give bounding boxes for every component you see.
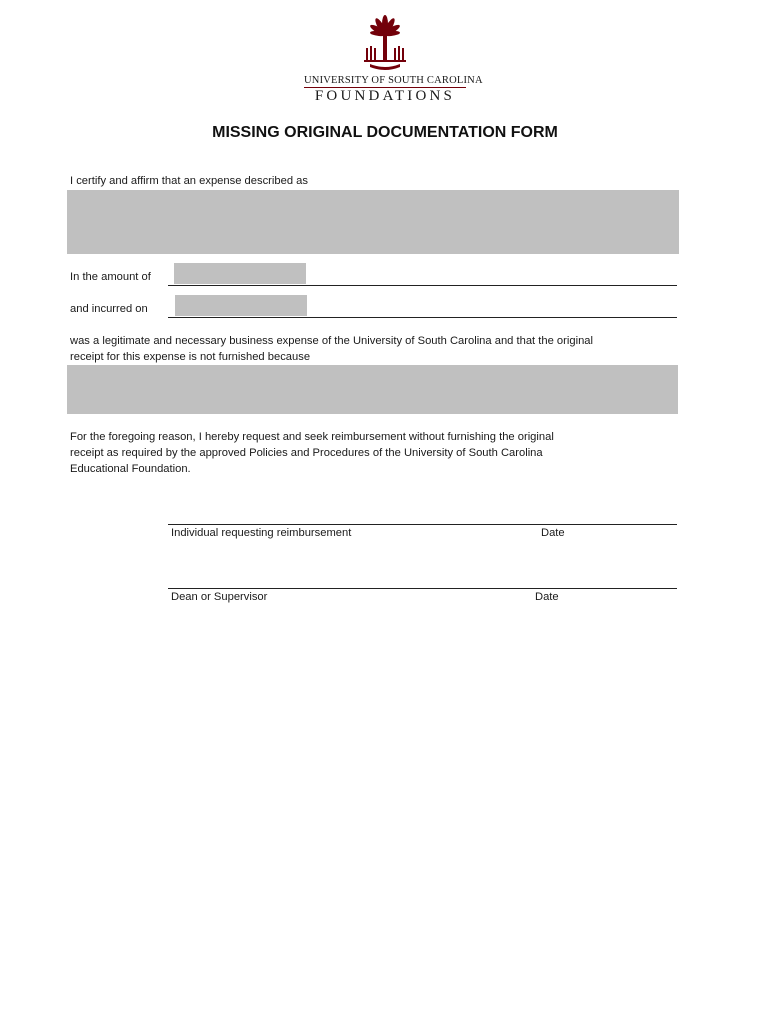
legitimate-text-line1: was a legitimate and necessary business expense of the University of South Carolina and that the original bbox=[70, 335, 594, 347]
foundations-wordmark: FOUNDATIONS bbox=[314, 88, 456, 104]
foregoing-text-line3: Educational Foundation. bbox=[70, 463, 191, 475]
foregoing-text-line1: For the foregoing reason, I hereby request and seek reimbursement without furnishing the original bbox=[70, 431, 554, 443]
amount-underline bbox=[168, 285, 677, 286]
incurred-underline bbox=[168, 317, 677, 318]
form-title: MISSING ORIGINAL DOCUMENTATION FORM bbox=[212, 124, 558, 141]
incurred-date-field[interactable] bbox=[175, 295, 307, 316]
amount-field[interactable] bbox=[174, 263, 306, 284]
reason-field[interactable] bbox=[67, 365, 678, 414]
amount-label: In the amount of bbox=[70, 271, 151, 283]
legitimate-text-line2: receipt for this expense is not furnished because bbox=[70, 351, 311, 363]
expense-description-field[interactable] bbox=[67, 190, 679, 254]
individual-date-label: Date bbox=[541, 527, 565, 539]
dean-signature-label: Dean or Supervisor bbox=[171, 591, 268, 603]
incurred-label: and incurred on bbox=[70, 303, 148, 315]
university-name: UNIVERSITY OF SOUTH CAROLINA bbox=[304, 75, 483, 86]
individual-signature-label: Individual requesting reimbursement bbox=[171, 527, 352, 539]
dean-date-label: Date bbox=[535, 591, 559, 603]
foregoing-text-line2: receipt as required by the approved Policies and Procedures of the University of South Carolina bbox=[70, 447, 543, 459]
certify-text: I certify and affirm that an expense described as bbox=[70, 175, 308, 187]
